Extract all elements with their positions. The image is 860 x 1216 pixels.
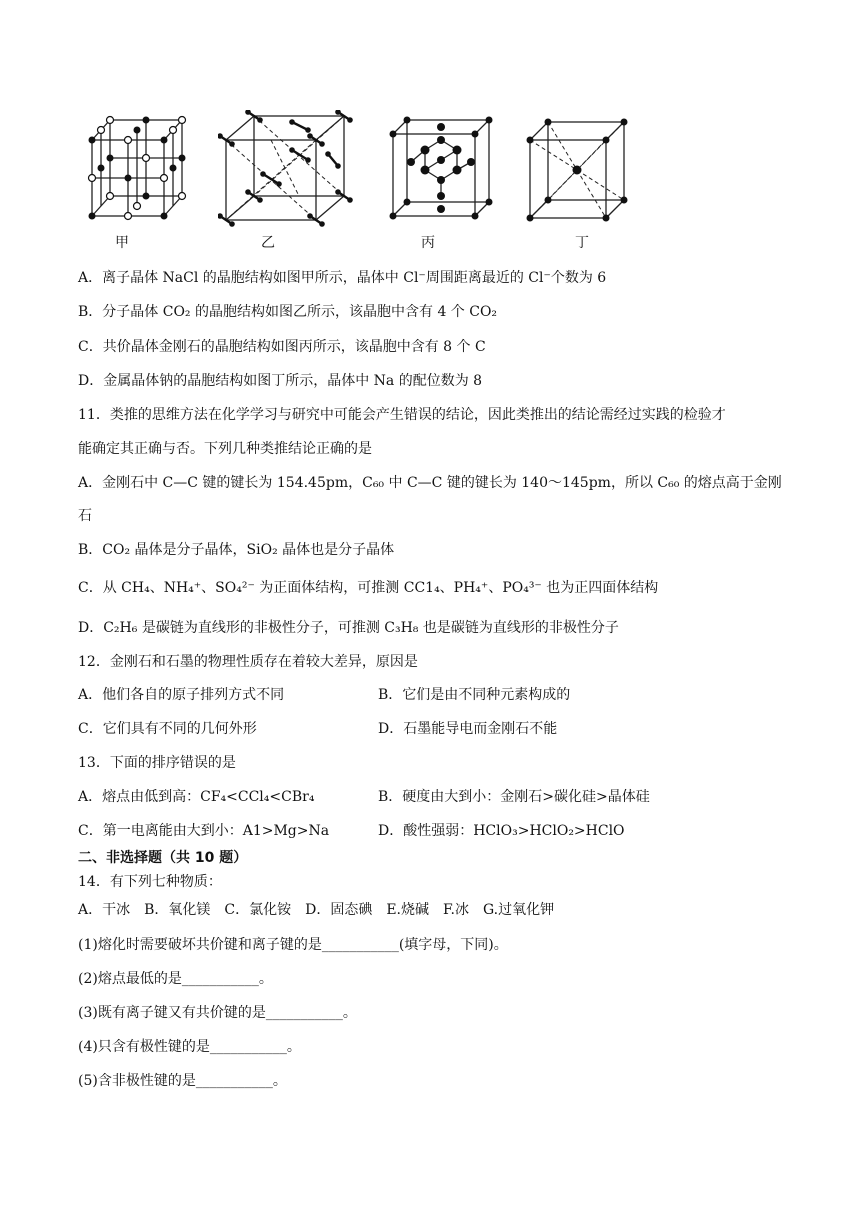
q11-option-d: D．C₂H₆ 是碳链为直线形的非极性分子，可推测 C₃H₈ 也是碳链为直线形的非极性分子 bbox=[78, 620, 619, 636]
q13-option-c: C．第一电离能由大到小：A1>Mg>Na bbox=[78, 823, 330, 839]
q14-part-5: (5)含非极性键的是___________。 bbox=[78, 1073, 287, 1089]
q10-option-d: D．金属晶体钠的晶胞结构如图丁所示，晶体中 Na 的配位数为 8 bbox=[78, 373, 483, 389]
q11-stem-line1: 11．类推的思维方法在化学学习与研究中可能会产生错误的结论，因此类推出的结论需经过实践的检验才 bbox=[78, 407, 726, 423]
q11-option-a-line2: 石 bbox=[78, 508, 92, 524]
q13-option-b: B．硬度由大到小：金刚石>碳化硅>晶体硅 bbox=[378, 789, 650, 805]
q14-part-1: (1)熔化时需要破坏共价键和离子键的是___________(填字母，下同)。 bbox=[78, 937, 508, 953]
figure-diamond-cell bbox=[387, 110, 497, 228]
figure-caption-bing: 丙 bbox=[421, 235, 435, 251]
figure-caption-ding: 丁 bbox=[575, 235, 589, 251]
figure-caption-yi: 乙 bbox=[261, 235, 275, 251]
q14-part-2: (2)熔点最低的是___________。 bbox=[78, 971, 273, 987]
q10-option-a: A．离子晶体 NaCl 的晶胞结构如图甲所示，晶体中 Cl⁻周围距离最近的 Cl⁻个数为 6 bbox=[78, 270, 607, 286]
q11-option-a-line1: A．金刚石中 C—C 键的键长为 154.45pm，C₆₀ 中 C—C 键的键长为 140～145pm，所以 C₆₀ 的熔点高于金刚 bbox=[78, 475, 782, 491]
q14-stem: 14．有下列七种物质： bbox=[78, 874, 222, 890]
figure-caption-jia: 甲 bbox=[115, 235, 129, 251]
q13-option-a: A．熔点由低到高：CF₄<CCl₄<CBr₄ bbox=[78, 789, 315, 805]
q11-stem-line2: 能确定其正确与否。下列几种类推结论正确的是 bbox=[78, 441, 372, 457]
q14-part-4: (4)只含有极性键的是___________。 bbox=[78, 1039, 301, 1055]
q13-stem: 13．下面的排序错误的是 bbox=[78, 755, 236, 771]
q12-stem: 12．金刚石和石墨的物理性质存在着较大差异，原因是 bbox=[78, 654, 418, 670]
q14-part-3: (3)既有离子键又有共价键的是___________。 bbox=[78, 1005, 357, 1021]
q12-option-b: B．它们是由不同种元素构成的 bbox=[378, 687, 571, 703]
q11-option-c: C．从 CH₄、NH₄⁺、SO₄²⁻ 为正面体结构，可推测 CC1₄、PH₄⁺、PO₄³⁻ 也为正四面体结构 bbox=[78, 580, 659, 596]
figure-nacl-cell bbox=[82, 110, 192, 228]
q10-option-b: B．分子晶体 CO₂ 的晶胞结构如图乙所示，该晶胞中含有 4 个 CO₂ bbox=[78, 304, 498, 320]
q13-option-d: D．酸性强弱：HClO₃>HClO₂>HClO bbox=[378, 823, 625, 839]
q12-option-a: A．他们各自的原子排列方式不同 bbox=[78, 687, 285, 703]
q11-option-b: B．CO₂ 晶体是分子晶体，SiO₂ 晶体也是分子晶体 bbox=[78, 542, 395, 558]
q12-option-d: D．石墨能导电而金刚石不能 bbox=[378, 721, 558, 737]
crystal-figures bbox=[82, 110, 642, 250]
figure-sodium-cell bbox=[524, 110, 634, 228]
figure-co2-cell bbox=[218, 110, 353, 228]
section-heading-nonchoice: 二、非选择题（共 10 题） bbox=[78, 850, 248, 866]
q12-option-c: C．它们具有不同的几何外形 bbox=[78, 721, 257, 737]
q14-options: A．干冰 B．氧化镁 C．氯化铵 D．固态碘 E.烧碱 F.冰 G.过氧化钾 bbox=[78, 902, 555, 918]
q10-option-c: C．共价晶体金刚石的晶胞结构如图丙所示，该晶胞中含有 8 个 C bbox=[78, 339, 486, 355]
